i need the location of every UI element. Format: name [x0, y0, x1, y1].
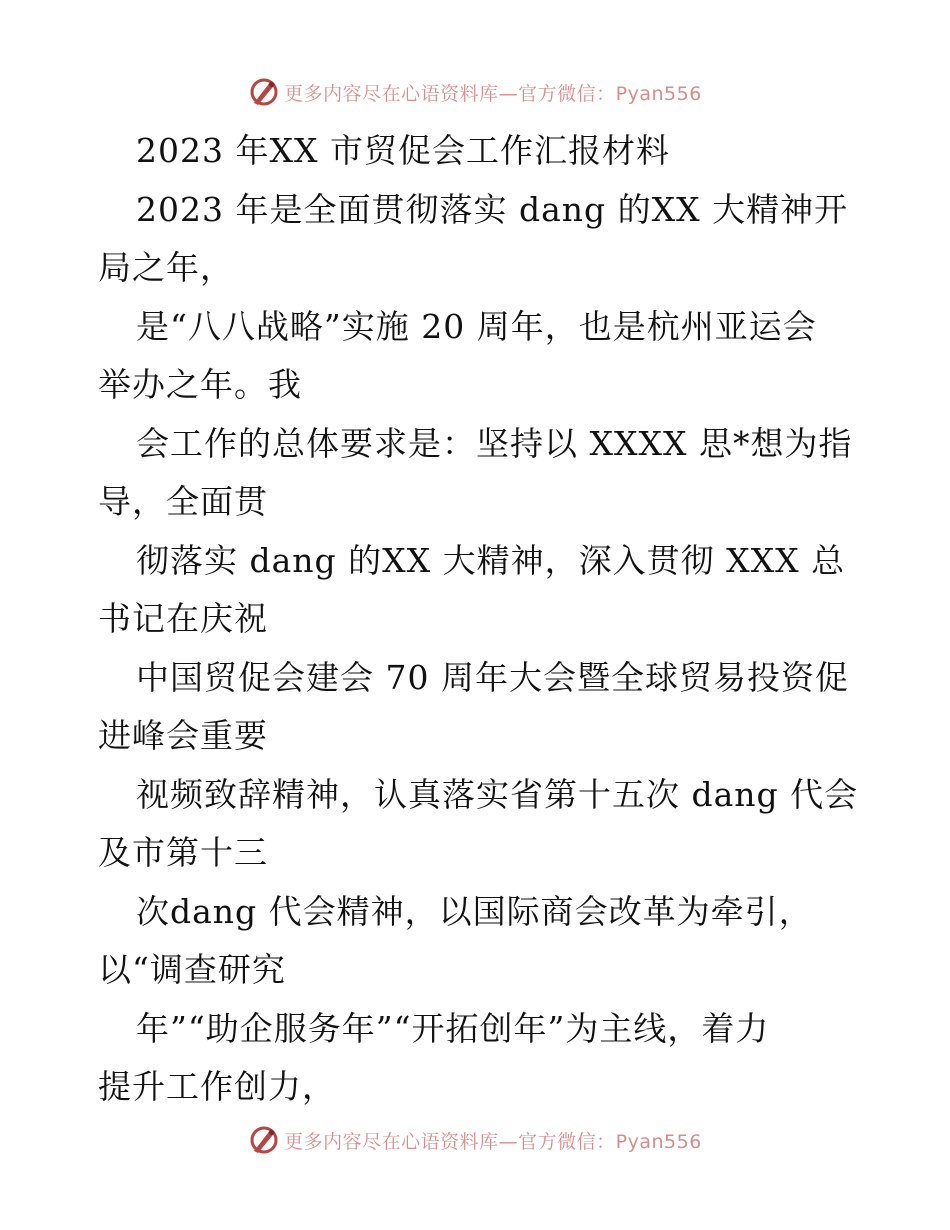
pen-logo-icon [248, 1124, 280, 1156]
body-text-line: 中国贸促会建会 70 周年大会暨全球贸易投资促 [136, 657, 849, 697]
body-text-line: 进峰会重要 [98, 716, 268, 755]
body-text-line: 视频致辞精神，认真落实省第十五次 dang 代会 [136, 774, 859, 814]
footer-watermark [0, 1120, 950, 1160]
body-text-line: 以“调查研究 [98, 950, 286, 989]
document-body [98, 122, 858, 1117]
document-title: 2023 年XX 市贸促会工作汇报材料 [136, 131, 670, 170]
body-text-line: 提升工作创力， [98, 1067, 336, 1106]
body-text-line: 是“八八战略”实施 20 周年，也是杭州亚运会 [136, 306, 817, 346]
header-watermark [0, 72, 950, 112]
body-text-line: 2023 年是全面贯彻落实 dang 的XX 大精神开 [136, 189, 849, 229]
body-text-line: 及市第十三 [98, 833, 268, 872]
watermark-text: 更多内容尽在心语资料库—官方微信：Pyan556 [284, 1130, 702, 1153]
watermark-text: 更多内容尽在心语资料库—官方微信：Pyan556 [284, 82, 702, 105]
body-text-line: 导，全面贯 [98, 482, 268, 521]
body-text-line: 次dang 代会精神，以国际商会改革为牵引， [136, 891, 813, 931]
body-text-line: 年”“助企服务年”“开拓创年”为主线，着力 [136, 1008, 770, 1048]
body-text-line: 局之年， [98, 248, 234, 287]
pen-logo-icon [248, 76, 280, 108]
body-text-line: 会工作的总体要求是：坚持以 XXXX 思*想为指 [136, 423, 853, 463]
body-text-line: 彻落实 dang 的XX 大精神，深入贯彻 XXX 总 [136, 540, 846, 580]
body-text-line: 书记在庆祝 [98, 599, 268, 638]
body-text-line: 举办之年。我 [98, 365, 302, 404]
